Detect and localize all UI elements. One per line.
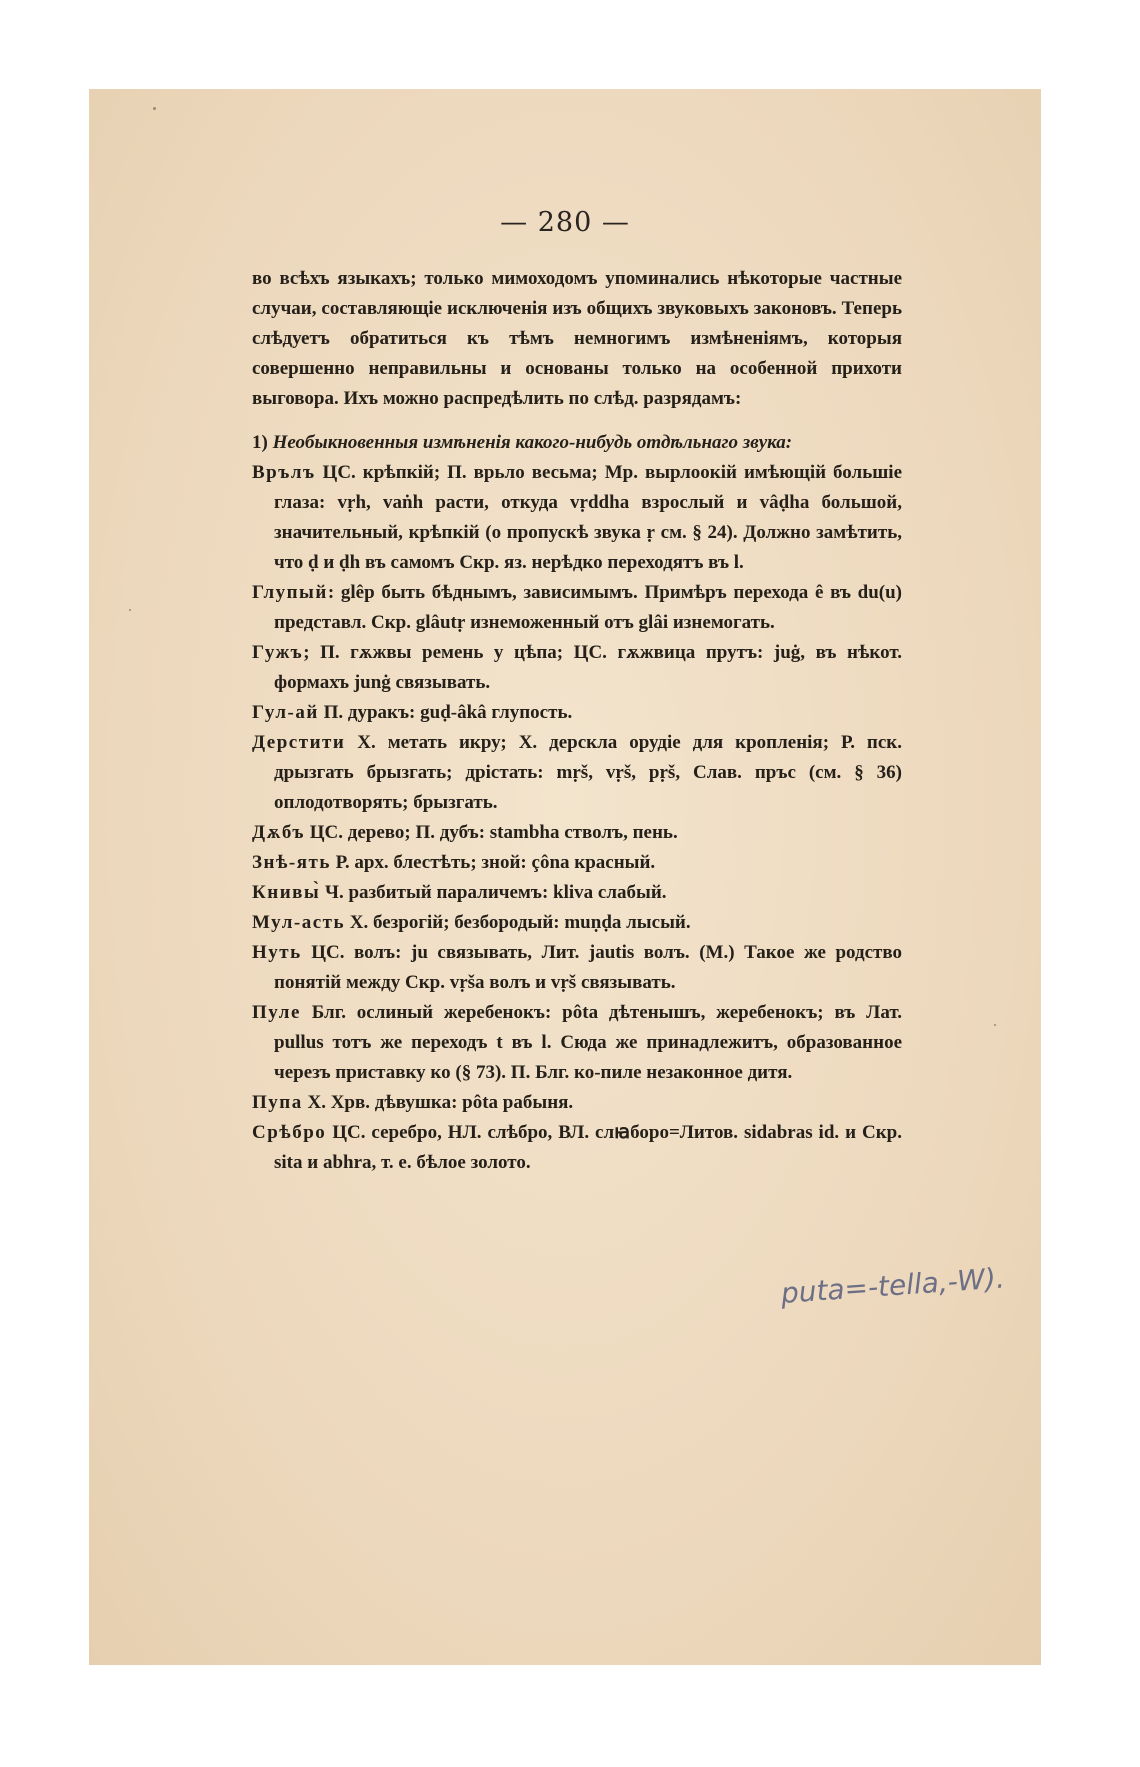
entry-headword: Гул-ай (252, 702, 319, 723)
entry-headword: Дѫбъ (252, 822, 305, 843)
entry-definition: Х. Хрв. дѣвушка: pôta рабыня. (302, 1092, 574, 1113)
entry (252, 998, 902, 1088)
entry-definition: ЦС. дерево; П. дубъ: stambha стволъ, пень. (304, 822, 678, 843)
entry-definition: ; П. гѫжвы ремень у цѣпа; ЦС. гѫжвица прутъ: juġ, въ нѣкот. формахъ junġ связывать. (274, 642, 902, 693)
entry-list (252, 458, 902, 1178)
entry-headword: Пуле (252, 1002, 301, 1023)
entry-definition: Х. метать икру; Х. дерскла орудіе для кропленія; Р. пск. дрызгать брызгать; дрістать: mṛš, vṛš, pṛš, Слав. пръс (см. § 36) оплодотворять; брызгать. (274, 732, 902, 813)
entry-definition: Р. арх. блестѣть; зной: çôna красный. (330, 852, 656, 873)
entry (252, 458, 902, 578)
entry-definition: Ч. разбитый параличемъ: kliva слабый. (320, 882, 667, 903)
entry-definition: Х. безрогій; безбородый: muṇḍa лысый. (345, 912, 691, 933)
page-text (252, 264, 902, 1178)
entry-headword: Гужъ (252, 642, 304, 663)
entry (252, 638, 902, 698)
section-number: 1) (252, 432, 268, 453)
entry (252, 908, 902, 938)
entry-headword: Знѣ-ять (252, 852, 331, 873)
entry (252, 578, 902, 638)
entry (252, 1088, 902, 1118)
entry-definition: Блг. ослиный жеребенокъ: pôta дѣтенышъ, жеребенокъ; въ Лат. pullus тотъ же переходъ t въ l. Сюда же принадлежитъ, образованное черезъ приставку ко (§ 73). П. Блг. ко-пиле незаконное дитя. (274, 1002, 902, 1083)
entry (252, 818, 902, 848)
entry-headword: Книвы̀ (252, 882, 321, 903)
entry-definition: ЦС. серебро, НЛ. слѣбро, ВЛ. слꙗборо=Литов. sidabras id. и Скр. sita и abhra, т. е. бѣлое золото. (274, 1122, 902, 1173)
section-title: Необыкновенныя измѣненія какого-нибудь отдѣльнаго звука: (272, 432, 793, 453)
entry (252, 878, 902, 908)
entry-definition: П. дуракъ: guḍ-âkâ глупость. (318, 702, 573, 723)
entry-headword: Мул-асть (252, 912, 346, 933)
entry-headword: Нуть (252, 942, 302, 963)
entry-definition: ЦС. крѣпкій; П. врьло весьма; Мр. вырлоокій имѣющій большіе глаза: vṛh, vaṅh расти, откуда vṛddha взрослый и vâḍha большой, значительный, крѣпкій (о пропускѣ звука ṛ см. § 24). Должно замѣтить, что ḍ и ḍh въ самомъ Скр. яз. нерѣдко переходятъ въ l. (274, 462, 902, 573)
entry (252, 938, 902, 998)
entry (252, 728, 902, 818)
entry (252, 848, 902, 878)
entry-headword: Глупый (252, 582, 328, 603)
entry-definition: : glêp быть бѣднымъ, зависимымъ. Примѣръ перехода ê въ du(u) представл. Скр. glâutṛ изнеможенный отъ glâi изнемогать. (274, 582, 902, 633)
section-heading (252, 428, 902, 458)
entry-headword: Дерстити (252, 732, 346, 753)
book-page (89, 89, 1041, 1665)
handwritten-annotation: puta=-tella,-W). (779, 1261, 1006, 1310)
intro-paragraph: во всѣхъ языкахъ; только мимоходомъ упоминались нѣкоторые частные случаи, составляющіе исключенія изъ общихъ звуковыхъ законовъ. Теперь слѣдуетъ обратиться къ тѣмъ немногимъ измѣненіямъ, которыя совершенно неправильны и основаны только на особенной прихоти выговора. Ихъ можно распредѣлить по слѣд. разрядамъ: (252, 268, 902, 409)
entry (252, 698, 902, 728)
entry-headword: Врълъ (252, 462, 316, 483)
entry (252, 1118, 902, 1178)
entry-headword: Пупа (252, 1092, 303, 1113)
entry-definition: ЦС. волъ: ju связывать, Лит. jautis волъ. (М.) Такое же родство понятій между Скр. vṛša волъ и vṛš связывать. (274, 942, 902, 993)
page-number: — 280 — (500, 207, 630, 238)
entry-headword: Срѣбро (252, 1122, 327, 1143)
